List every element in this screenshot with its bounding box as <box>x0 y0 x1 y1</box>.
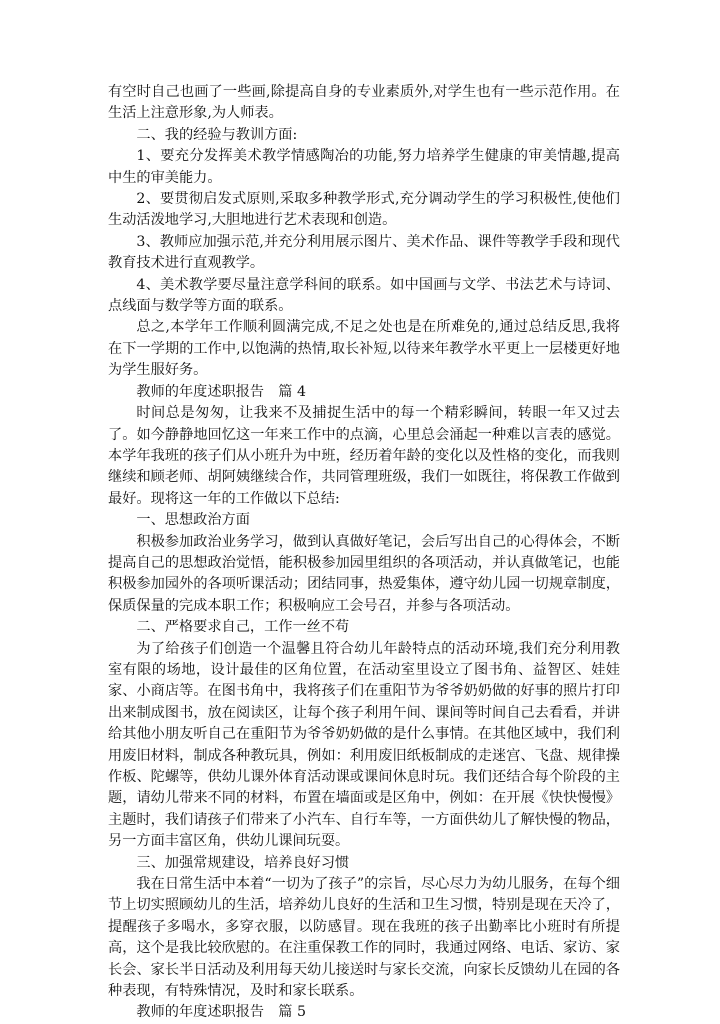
paragraph: 4、美术教学要尽量注意学科间的联系。如中国画与文学、书法艺术与诗词、点线面与数学等方面的联系。 <box>108 276 620 315</box>
section-heading: 三、加强常规建设，培养良好习惯 <box>136 854 350 871</box>
section-heading: 一、思想政治方面 <box>136 512 250 529</box>
section-heading: 二、我的经验与教训方面: <box>136 126 298 143</box>
paragraph: 我在日常生活中本着“一切为了孩子”的宗旨，尽心尽力为幼儿服务，在每个细节上切实照顾幼儿的生活，培养幼儿良好的生活和卫生习惯，特别是现在天冷了，提醒孩子多喝水，多穿衣服，以防感冒。现在我班的孩子出勤率比小班时有所提高，这个是我比较欣慰的。在注重保教工作的同时，我通过网络、电话、家访、家长会、家长半日活动及利用每天幼儿接送时与家长交流，向家长反馈幼儿在园的各种表现，有特殊情况，及时和家长联系。 <box>108 876 620 1000</box>
report-title: 教师的年度述职报告 篇 5 <box>136 1004 306 1021</box>
paragraph: 2、要贯彻启发式原则,采取多种教学形式,充分调动学生的学习积极性,使他们生动活泼地学习,大胆地进行艺术表现和创造。 <box>108 191 620 229</box>
paragraph: 积极参加政治业务学习，做到认真做好笔记，会后写出自己的心得体会，不断提高自己的思想政治觉悟，能积极参加园里组织的各项活动，并认真做笔记，也能积极参加园外的各项听课活动；团结同事，热爱集体，遵守幼儿园一切规章制度，保质保量的完成本职工作；积极响应工会号召，并参与各项活动。 <box>108 533 620 614</box>
paragraph: 3、教师应加强示范,并充分利用展示图片、美术作品、课件等教学手段和现代教育技术进行直观教学。 <box>108 233 620 272</box>
document-body <box>108 82 620 1024</box>
paragraph: 时间总是匆匆，让我来不及捕捉生活中的每一个精彩瞬间，转眼一年又过去了。如今静静地回忆这一年来工作中的点滴，心里总会涌起一种难以言表的感觉。本学年我班的孩子们从小班升为中班，经历着年龄的变化以及性格的变化，而我则继续和顾老师、胡阿姨继续合作，共同管理班级，我们一如既往，将保教工作做到最好。现将这一年的工作做以下总结: <box>108 405 620 507</box>
report-title: 教师的年度述职报告 篇 4 <box>136 383 306 400</box>
paragraph: 1、要充分发挥美术教学情感陶冶的功能,努力培养学生健康的审美情趣,提高中生的审美能力。 <box>108 148 620 186</box>
paragraph: 有空时自己也画了一些画,除提高自身的专业素质外,对学生也有一些示范作用。在生活上注意形象,为人师表。 <box>108 84 620 122</box>
paragraph: 为了给孩子们创造一个温馨且符合幼儿年龄特点的活动环境,我们充分利用教室有限的场地，设计最佳的区角位置，在活动室里设立了图书角、益智区、娃娃家、小商店等。在图书角中，我将孩子们在重阳节为爷爷奶奶做的好事的照片打印出来制成图书，放在阅读区，让每个孩子利用午间、课间等时间自己去看看，并讲给其他小朋友听自己在重阳节为爷爷奶奶做的是什么事情。在其他区域中，我们利用废旧材料，制成各种教玩具，例如：利用废旧纸板制成的走迷宫、飞盘、规律操作板、陀螺等，供幼儿课外体育活动课或课间休息时玩。我们还结合每个阶段的主题，请幼儿带来不同的材料，布置在墙面或是区角中，例如：在开展《快快慢慢》主题时，我们请孩子们带来了小汽车、自行车等，一方面供幼儿了解快慢的物品，另一方面丰富区角，供幼儿课间玩耍。 <box>108 640 620 850</box>
paragraph: 总之,本学年工作顺利圆满完成,不足之处也是在所难免的,通过总结反思,我将在下一学期的工作中,以饱满的热情,取长补短,以待来年教学水平更上一层楼更好地为学生服好务。 <box>108 319 620 379</box>
section-heading: 二、严格要求自己，工作一丝不苟 <box>136 619 350 636</box>
